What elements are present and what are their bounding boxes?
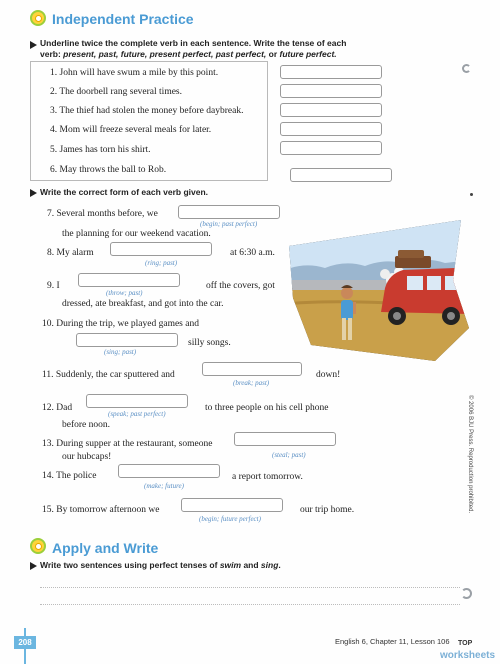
item-7-text: 7. Several months before, we	[47, 209, 158, 219]
brand-top: TOP	[458, 640, 473, 647]
sentence-1: 1. John will have swum a mile by this point.	[50, 68, 219, 78]
section-badge-icon	[30, 10, 46, 26]
answer-10[interactable]	[76, 333, 178, 347]
lesson-reference: English 6, Chapter 11, Lesson 106	[335, 637, 450, 646]
item-12-line2: before noon.	[62, 420, 111, 430]
item-8-text: 8. My alarm	[47, 248, 94, 258]
item-10-after: silly songs.	[188, 338, 231, 348]
apply-sing: sing	[260, 560, 279, 570]
instruction-underline	[40, 38, 460, 60]
item-14-after: a report tomorrow.	[232, 472, 303, 482]
instruction-arrow-icon	[30, 562, 37, 570]
item-14-text: 14. The police	[42, 471, 97, 481]
sentence-2: 2. The doorbell rang several times.	[50, 87, 182, 97]
instruction-prefix: verb:	[40, 49, 64, 59]
answer-13[interactable]	[234, 432, 336, 446]
instruction-arrow-icon	[30, 189, 37, 197]
answer-14[interactable]	[118, 464, 220, 478]
item-13-line2: our hubcaps!	[62, 452, 112, 462]
hint-11: (break; past)	[233, 379, 270, 387]
sentence-4: 4. Mom will freeze several meals for later.	[50, 125, 212, 135]
swirl-icon	[462, 64, 471, 73]
answer-9[interactable]	[78, 273, 180, 287]
item-15-after: our trip home.	[300, 505, 355, 515]
instruction-verb-form: Write the correct form of each verb given.	[40, 187, 208, 197]
instruction-arrow-icon	[30, 41, 37, 49]
item-15-text: 15. By tomorrow afternoon we	[42, 505, 160, 515]
writing-line-1[interactable]	[40, 587, 460, 588]
apply-prefix: Write two sentences using perfect tenses of	[40, 560, 220, 570]
item-10-text: 10. During the trip, we played games and	[42, 319, 199, 329]
item-13-text: 13. During supper at the restaurant, someone	[42, 439, 213, 449]
sentence-6: 6. May throws the ball to Rob.	[50, 165, 167, 175]
hint-10: (sing; past)	[104, 348, 137, 356]
answer-15[interactable]	[181, 498, 283, 512]
hint-14: (make; future)	[144, 482, 184, 490]
sentence-box	[30, 61, 268, 181]
hint-7: (begin; past perfect)	[200, 220, 258, 228]
answer-12[interactable]	[86, 394, 188, 408]
item-9-line2: dressed, ate breakfast, and got into the car.	[62, 299, 224, 309]
swirl-icon	[461, 588, 472, 599]
hint-12: (speak; past perfect)	[108, 410, 166, 418]
item-12-after: to three people on his cell phone	[205, 403, 329, 413]
tense-answer-2[interactable]	[280, 84, 382, 98]
instruction-or: or	[266, 49, 280, 59]
item-9-after: off the covers, got	[206, 281, 275, 291]
answer-11[interactable]	[202, 362, 302, 376]
answer-8[interactable]	[110, 242, 212, 256]
hint-9: (throw; past)	[106, 289, 143, 297]
item-12-text: 12. Dad	[42, 403, 73, 413]
page-number: 208	[14, 636, 36, 649]
item-9-text: 9. I	[47, 281, 60, 291]
hint-8: (ring; past)	[145, 259, 178, 267]
hint-15: (begin; future perfect)	[199, 515, 261, 523]
instruction-last: future perfect.	[279, 49, 337, 59]
item-8-after: at 6:30 a.m.	[230, 248, 275, 258]
tense-answer-3[interactable]	[280, 103, 382, 117]
item-7-line2: the planning for our weekend vacation.	[62, 229, 211, 239]
tense-answer-4[interactable]	[280, 122, 382, 136]
writing-line-2[interactable]	[40, 604, 460, 605]
instruction-line1: Underline twice the complete verb in each sentence. Write the tense of each	[40, 38, 347, 48]
sentence-5: 5. James has torn his shirt.	[50, 145, 151, 155]
section-title-apply-and-write: Apply and Write	[52, 540, 159, 556]
car-breakdown-illustration	[285, 218, 471, 364]
instruction-apply	[40, 560, 281, 571]
apply-period: .	[278, 560, 281, 570]
hint-13: (steal; past)	[272, 451, 306, 459]
tense-answer-5[interactable]	[280, 141, 382, 155]
copyright-notice: © 2006 BJU Press. Reproduction prohibited.	[467, 395, 473, 514]
section-title-independent-practice: Independent Practice	[52, 11, 194, 27]
sentence-3: 3. The thief had stolen the money before daybreak.	[50, 106, 244, 116]
item-11-text: 11. Suddenly, the car sputtered and	[42, 370, 175, 380]
tense-answer-6[interactable]	[290, 168, 392, 182]
apply-and: and	[241, 560, 261, 570]
instruction-options: present, past, future, present perfect, past perfect,	[63, 49, 267, 59]
dot-mark	[470, 193, 473, 196]
apply-badge-icon	[30, 538, 46, 554]
apply-swim: swim	[219, 560, 242, 570]
brand-worksheets: worksheets	[440, 650, 496, 661]
tense-answer-1[interactable]	[280, 65, 382, 79]
item-11-after: down!	[316, 370, 341, 380]
answer-7[interactable]	[178, 205, 280, 219]
